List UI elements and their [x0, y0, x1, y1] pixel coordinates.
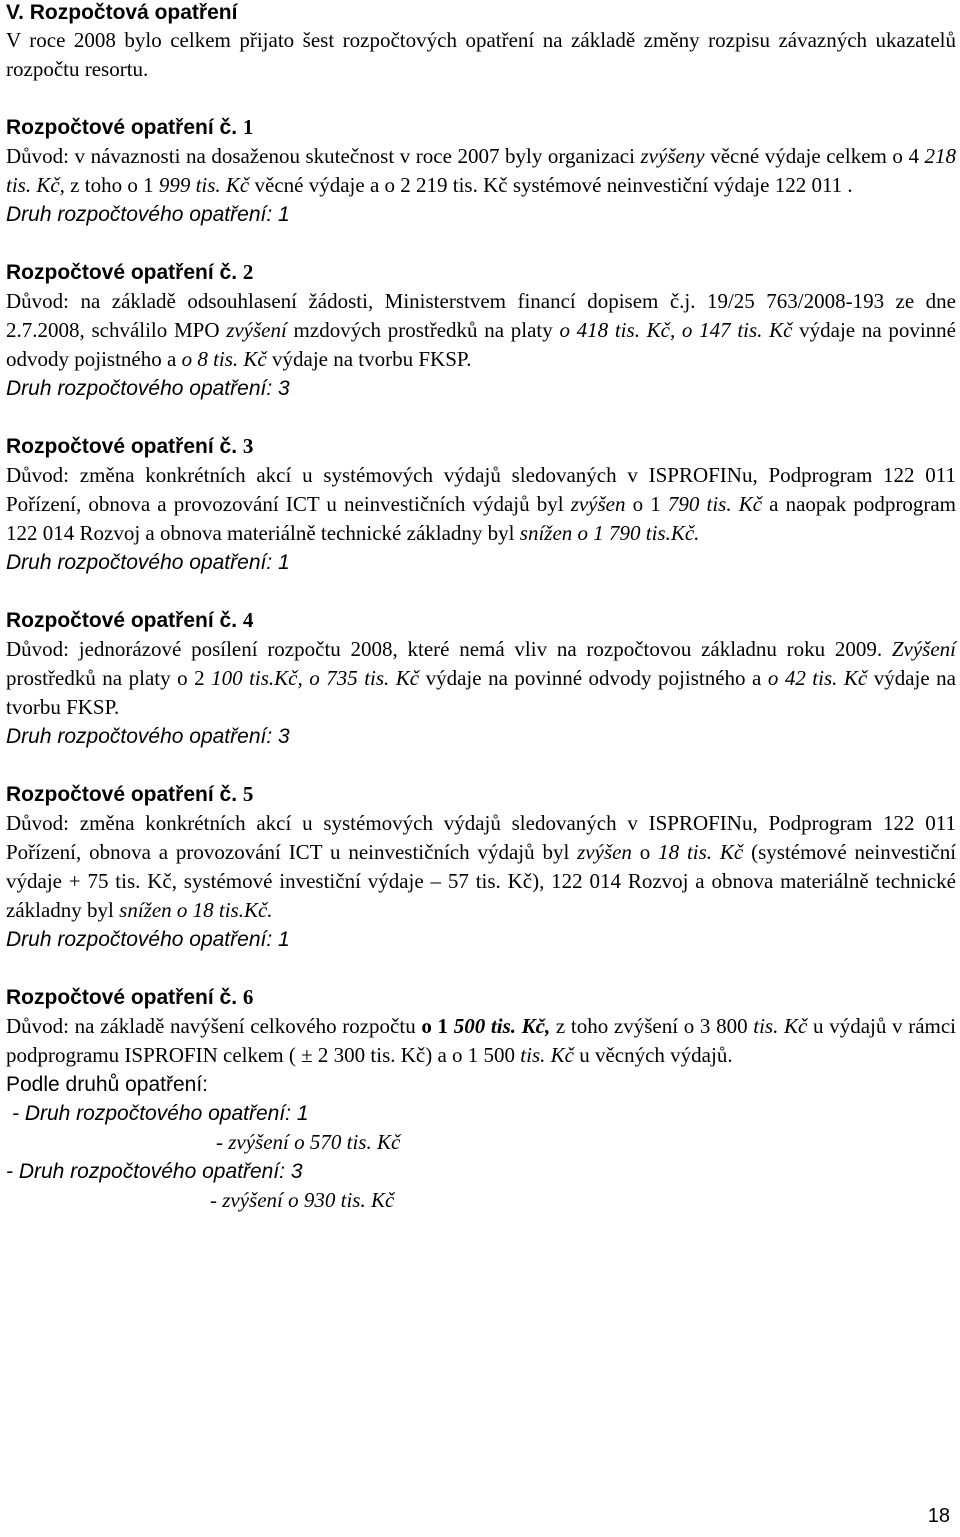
measure-title-prefix: Rozpočtové opatření č.	[6, 435, 238, 458]
reason-segment: 218 tis. Kč,	[6, 144, 957, 197]
reason-segment: zvýšen	[577, 840, 632, 864]
measure-title	[6, 432, 956, 461]
measure-reason	[6, 461, 956, 548]
reason-segment: o 418 tis. Kč, o 147 tis. Kč	[559, 318, 793, 342]
measure-block	[6, 432, 956, 577]
reason-segment: výdaje na povinné odvody pojistného a	[6, 318, 957, 371]
reason-segment: 999 tis. Kč	[158, 173, 250, 197]
summary-kind-3: - Druh rozpočtového opatření: 3	[6, 1160, 303, 1183]
reason-segment: u věcných výdajů.	[573, 1043, 733, 1067]
reason-segment: Důvod: na základě odsouhlasení žádosti, Ministerstvem financí dopisem č.j. 19/25 763/2008-193 ze dne 2.7.2008, schválilo MPO	[6, 289, 956, 342]
reason-segment: výdaje na povinné odvody pojistného a	[419, 666, 768, 690]
reason-segment: prostředků na platy o 2	[6, 666, 212, 690]
measure-block	[6, 258, 956, 403]
reason-segment: výdaje na tvorbu FKSP.	[6, 666, 956, 719]
summary-amount-1: - zvýšení o 570 tis. Kč	[216, 1130, 401, 1154]
reason-segment: tis. Kč	[753, 1014, 808, 1038]
reason-segment: z toho o 1	[64, 173, 159, 197]
measure-reason	[6, 1012, 956, 1070]
measure-title-prefix: Rozpočtové opatření č.	[6, 783, 238, 806]
reason-segment: tis. Kč	[520, 1043, 574, 1067]
measure-title-number: 2	[242, 260, 254, 284]
measure-title-number: 6	[242, 985, 254, 1009]
reason-segment: a naopak podprogram 122 014 Rozvoj a obnova materiálně technické základny byl	[6, 492, 957, 545]
measure-kind: Druh rozpočtového opatření: 1	[6, 551, 290, 574]
measure-title-number: 1	[242, 115, 254, 139]
measure-kind: Druh rozpočtového opatření: 3	[6, 377, 290, 400]
measure-title	[6, 113, 956, 142]
reason-segment: o 8 tis. Kč	[181, 347, 267, 371]
measure-kind: Druh rozpočtového opatření: 1	[6, 928, 290, 951]
summary-amount-3: - zvýšení o 930 tis. Kč	[210, 1188, 395, 1212]
measure-reason	[6, 142, 956, 200]
reason-segment: zvýšeny	[640, 144, 705, 168]
measure-reason	[6, 287, 956, 374]
measure-reason	[6, 809, 956, 925]
reason-segment: zvýšen	[570, 492, 626, 516]
reason-segment: Důvod: změna konkrétních akcí u systémových výdajů sledovaných v ISPROFINu, Podprogram 122 011 Pořízení, obnova a provozování ICT u neinvestičních výdajů byl	[6, 463, 956, 516]
measure-title-prefix: Rozpočtové opatření č.	[6, 986, 238, 1009]
measure-title-number: 3	[242, 434, 254, 458]
document-page	[6, 0, 956, 1215]
reason-segment: (systémové neinvestiční výdaje + 75 tis. Kč, systémové investiční výdaje – 57 tis. Kč), 122 014 Rozvoj a obnova materiálně technické základny byl	[6, 840, 957, 922]
reason-segment: zvýšení	[226, 318, 287, 342]
reason-segment: 500 tis. Kč,	[453, 1014, 551, 1038]
measure-block	[6, 606, 956, 751]
reason-segment: z toho zvýšení o 3 800	[550, 1014, 754, 1038]
reason-segment: Důvod: změna konkrétních akcí u systémových výdajů sledovaných v ISPROFINu, Podprogram 122 011 Pořízení, obnova a provozování ICT u neinvestičních výdajů byl	[6, 811, 956, 864]
measure-title-prefix: Rozpočtové opatření č.	[6, 116, 238, 139]
reason-segment: Zvýšení	[891, 637, 956, 661]
reason-segment: 790 tis. Kč	[667, 492, 763, 516]
reason-segment: Důvod: na základě navýšení celkového rozpočtu	[6, 1014, 422, 1038]
measure-block	[6, 113, 956, 229]
measure-title	[6, 258, 956, 287]
reason-segment: o	[631, 840, 659, 864]
reason-segment: o 42 tis. Kč	[767, 666, 868, 690]
reason-segment: o 1	[421, 1014, 454, 1038]
measure-block	[6, 780, 956, 954]
measure-title	[6, 606, 956, 635]
measure-title	[6, 780, 956, 809]
summary-label: Podle druhů opatření:	[6, 1073, 208, 1096]
reason-segment: Důvod: v návaznosti na dosaženou skutečnost v roce 2007 byly organizaci	[6, 144, 641, 168]
summary-kind-1: - Druh rozpočtového opatření: 1	[12, 1102, 309, 1125]
measure-kind: Druh rozpočtového opatření: 1	[6, 203, 290, 226]
measure-kind: Druh rozpočtového opatření: 3	[6, 725, 290, 748]
measure-title-prefix: Rozpočtové opatření č.	[6, 609, 238, 632]
measure-title-number: 4	[242, 608, 254, 632]
measure-reason	[6, 635, 956, 722]
reason-segment: Důvod: jednorázové posílení rozpočtu 2008, které nemá vliv na rozpočtovou základnu roku 2009.	[6, 637, 892, 661]
measure-title-number: 5	[242, 782, 254, 806]
reason-segment: věcné výdaje a o 2 219 tis. Kč systémové neinvestiční výdaje 122 011 .	[249, 173, 853, 197]
reason-segment: 100 tis.Kč, o 735 tis. Kč	[211, 666, 420, 690]
summary	[6, 1070, 956, 1215]
reason-segment: výdaje na tvorbu FKSP.	[266, 347, 472, 371]
reason-segment: mzdových prostředků na platy	[286, 318, 560, 342]
reason-segment: věcné výdaje celkem o 4	[704, 144, 925, 168]
reason-segment: o 1	[625, 492, 668, 516]
page-number: 18	[927, 1505, 950, 1527]
measures-list	[6, 113, 956, 1070]
reason-segment: 18 tis. Kč	[658, 840, 744, 864]
measure-title	[6, 983, 956, 1012]
reason-segment: snížen o 1 790 tis.Kč.	[519, 521, 700, 545]
section-intro: V roce 2008 bylo celkem přijato šest rozpočtových opatření na základě změny rozpisu závazných ukazatelů rozpočtu resortu.	[6, 28, 956, 81]
reason-segment: snížen o 18 tis.Kč.	[119, 898, 273, 922]
measure-block	[6, 983, 956, 1070]
section-heading: V. Rozpočtová opatření	[6, 1, 238, 24]
reason-segment: u výdajů v rámci podprogramu ISPROFIN celkem ( ± 2 300 tis. Kč) a o 1 500	[6, 1014, 957, 1067]
measure-title-prefix: Rozpočtové opatření č.	[6, 261, 238, 284]
